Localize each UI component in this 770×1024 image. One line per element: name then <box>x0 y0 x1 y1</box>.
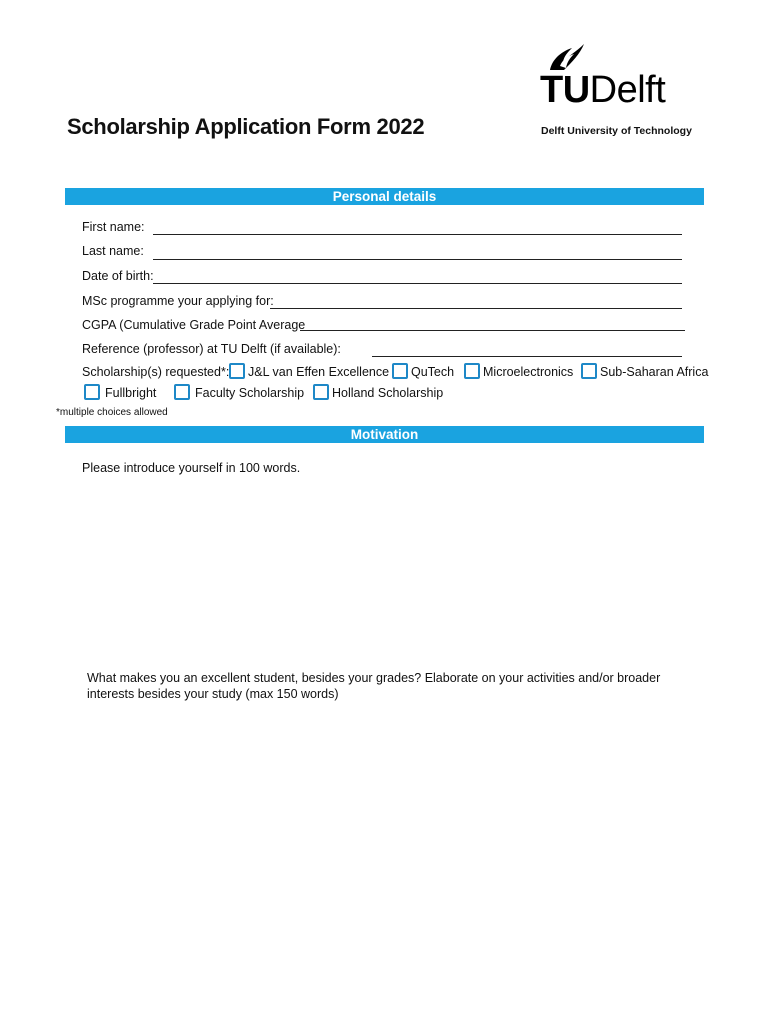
msc-field[interactable] <box>270 308 682 309</box>
section-personal-details: Personal details <box>65 188 704 205</box>
first-name-field[interactable] <box>153 234 682 235</box>
motivation-question-2-line-2: interests besides your study (max 150 words) <box>87 687 339 701</box>
dob-label: Date of birth: <box>82 269 154 283</box>
option-faculty-scholarship: Faculty Scholarship <box>195 386 305 400</box>
motivation-question-1: Please introduce yourself in 100 words. <box>82 461 301 475</box>
option-sub-saharan-africa: Sub-Saharan Africa <box>600 365 709 379</box>
last-name-label: Last name: <box>82 244 144 258</box>
checkbox-microelectronics[interactable] <box>464 363 480 379</box>
cgpa-label: CGPA (Cumulative Grade Point Average <box>82 318 306 332</box>
option-qutech: QuTech <box>411 365 455 379</box>
last-name-field[interactable] <box>153 259 682 260</box>
checkbox-qutech[interactable] <box>392 363 408 379</box>
motivation-question-2 <box>87 670 687 702</box>
option-jl-van-effen: J&L van Effen Excellence <box>248 365 390 379</box>
checkbox-sub-saharan-africa[interactable] <box>581 363 597 379</box>
multiple-choice-note: *multiple choices allowed <box>56 407 168 418</box>
logo-subtitle: Delft University of Technology <box>541 125 692 137</box>
checkbox-jl-van-effen[interactable] <box>229 363 245 379</box>
option-fullbright: Fullbright <box>105 386 157 400</box>
page-title: Scholarship Application Form 2022 <box>67 114 425 139</box>
checkbox-fullbright[interactable] <box>84 384 100 400</box>
motivation-answer-1[interactable] <box>82 480 682 650</box>
checkbox-faculty-scholarship[interactable] <box>174 384 190 400</box>
first-name-label: First name: <box>82 220 145 234</box>
motivation-question-2-line-1: What makes you an excellent student, besides your grades? Elaborate on your activities and/or broader <box>87 671 661 685</box>
logo-tu: TU <box>540 69 590 111</box>
reference-label: Reference (professor) at TU Delft (if available): <box>82 342 341 356</box>
logo-wordmark <box>540 70 665 110</box>
section-motivation: Motivation <box>65 426 704 443</box>
motivation-answer-2[interactable] <box>82 710 682 960</box>
dob-field[interactable] <box>153 283 682 284</box>
flame-icon <box>546 42 586 72</box>
checkbox-holland-scholarship[interactable] <box>313 384 329 400</box>
tu-delft-logo <box>540 42 705 142</box>
scholarships-label: Scholarship(s) requested*: <box>82 365 230 379</box>
logo-delft: Delft <box>589 69 666 111</box>
cgpa-field[interactable] <box>300 330 685 331</box>
reference-field[interactable] <box>372 356 682 357</box>
option-holland-scholarship: Holland Scholarship <box>332 386 444 400</box>
option-microelectronics: Microelectronics <box>483 365 574 379</box>
msc-label: MSc programme your applying for: <box>82 294 274 308</box>
